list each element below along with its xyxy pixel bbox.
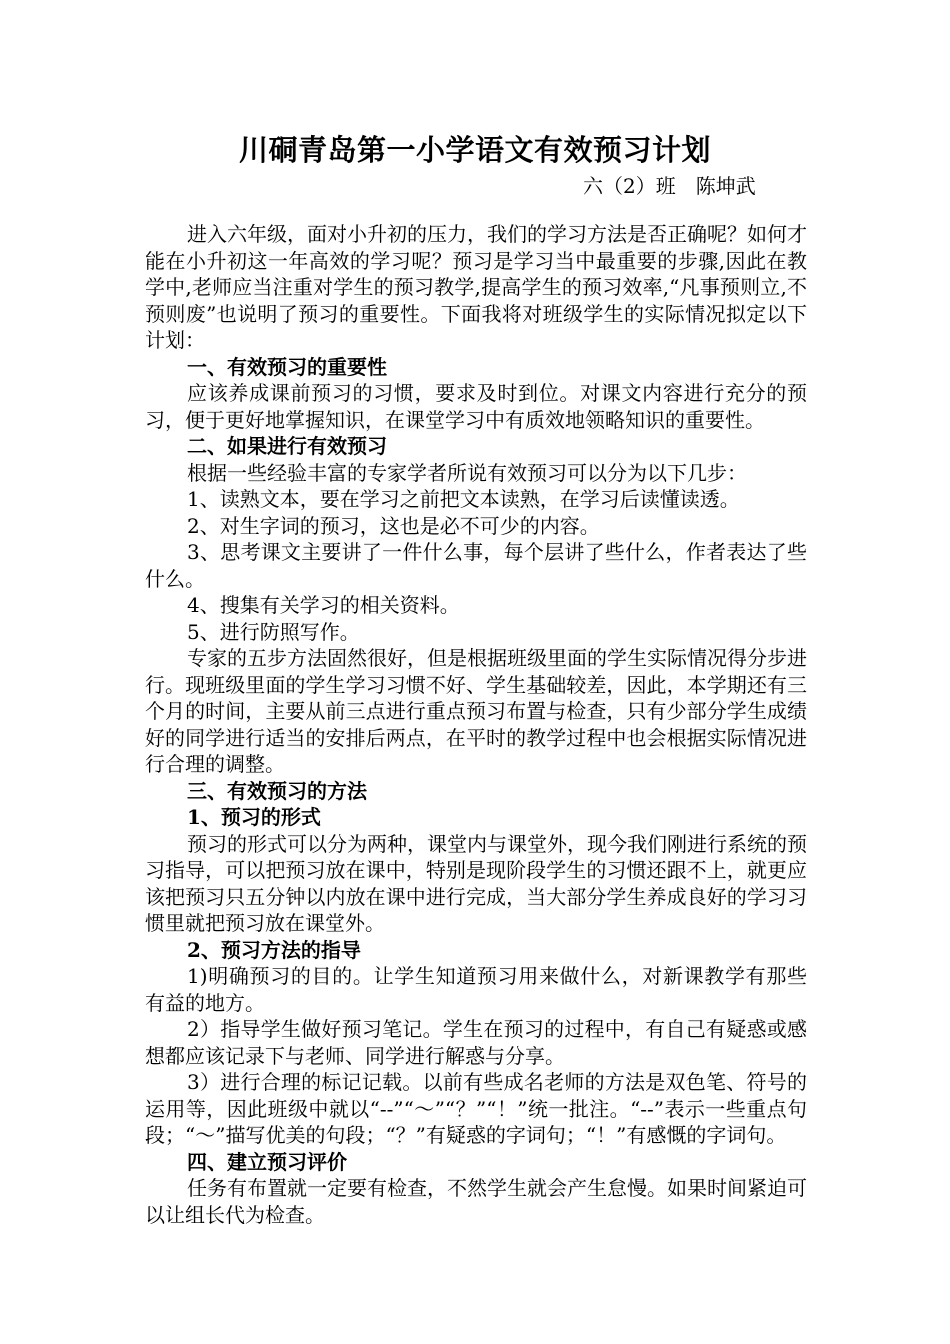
paragraph: 1、读熟文本，要在学习之前把文本读熟，在学习后读懂读透。 xyxy=(187,487,740,511)
paragraph: 5、进行防照写作。 xyxy=(187,619,360,644)
section-heading: 三、有效预习的方法 xyxy=(187,778,367,803)
document-body xyxy=(145,221,807,1228)
paragraph: 根据一些经验丰富的专家学者所说有效预习可以分为以下几步： xyxy=(187,460,747,485)
paragraph: 应该养成课前预习的习惯，要求及时到位。对课文内容进行充分的预习，便于更好地掌握知识，在课堂学习中有质效地领略知识的重要性。 xyxy=(145,381,807,432)
document-author: 六（2）班 陈坤武 xyxy=(583,174,756,198)
section-heading: 一、有效预习的重要性 xyxy=(187,354,387,379)
document-title: 川硐青岛第一小学语文有效预习计划 xyxy=(238,133,711,167)
paragraph: 2、对生字词的预习，这也是必不可少的内容。 xyxy=(187,513,600,538)
section-heading: 2、预习方法的指导 xyxy=(187,937,361,962)
paragraph: 预习的形式可以分为两种，课堂内与课堂外，现今我们刚进行系统的预习指导，可以把预习放在课中，特别是现阶段学生的习惯还跟不上，就更应该把预习只五分钟以内放在课中进行完成，当大部分学生养成良好的学习习惯里就把预习放在课堂外。 xyxy=(145,831,807,935)
paragraph: 进入六年级，面对小升初的压力，我们的学习方法是否正确呢？如何才能在小升初这一年高效的学习呢？预习是学习当中最重要的步骤,因此在教学中,老师应当注重对学生的预习教学,提高学生的预习效率,“凡事预则立,不预则废”也说明了预习的重要性。下面我将对班级学生的实际情况拟定以下计划： xyxy=(145,222,807,352)
paragraph: 3、思考课文主要讲了一件什么事，每个层讲了些什么，作者表达了些什么。 xyxy=(145,540,807,591)
paragraph: 专家的五步方法固然很好，但是根据班级里面的学生实际情况得分步进行。现班级里面的学生学习习惯不好、学生基础较差，因此，本学期还有三个月的时间，主要从前三点进行重点预习布置与检查，只有少部分学生成绩好的同学进行适当的安排后两点，在平时的教学过程中也会根据实际情况进行合理的调整。 xyxy=(145,646,807,776)
section-heading: 二、如果进行有效预习 xyxy=(187,434,387,458)
paragraph: 1)明确预习的目的。让学生知道预习用来做什么，对新课教学有那些有益的地方。 xyxy=(145,964,807,1015)
paragraph: 2）指导学生做好预习笔记。学生在预习的过程中，有自己有疑惑或感想都应该记录下与老师、同学进行解惑与分享。 xyxy=(145,1017,807,1068)
section-heading: 四、建立预习评价 xyxy=(187,1149,347,1174)
paragraph: 3）进行合理的标记记载。以前有些成名老师的方法是双色笔、符号的运用等，因此班级中就以“--”“～”“？”“！”统一批注。“--”表示一些重点句段；“～”描写优美的句段；“？”有疑惑的字词句；“！”有感慨的字词句。 xyxy=(145,1070,807,1147)
paragraph: 任务有布置就一定要有检查，不然学生就会产生怠慢。如果时间紧迫可以让组长代为检查。 xyxy=(145,1176,807,1227)
paragraph: 4、搜集有关学习的相关资料。 xyxy=(187,593,460,617)
section-heading: 1、预习的形式 xyxy=(187,805,321,829)
